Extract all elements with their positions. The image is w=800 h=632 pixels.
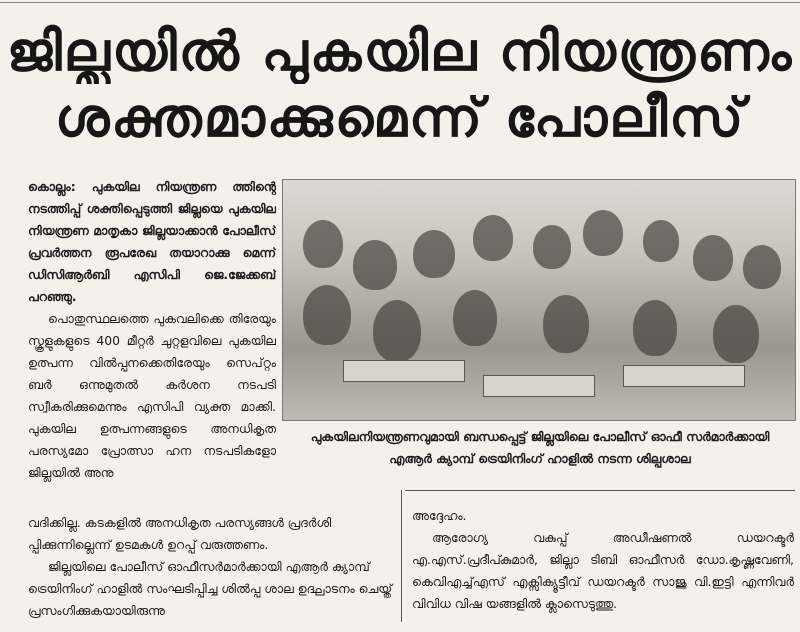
top-rule <box>0 2 800 3</box>
headline-line-1: ജില്ലയിൽ പുകയില നിയന്ത്രണം <box>6 20 794 83</box>
article-paragraph: കൊല്ലം: പുകയില നിയന്ത്രണ ത്തിന്റെ നടത്തിപ്പ് ശക്തിപ്പെടുത്തി ജില്ലയെ പുകയില നിയന്ത്രണ മാതൃകാ ജില്ലയാക്കാൻ പോലീസ് പ്രവർത്തന രൂപരേഖ തയാറാക്കു മെന്ന് ഡിസിആർബി എസിപി ജെ.ജേക്കബ് പറഞ്ഞു. <box>28 179 276 304</box>
news-photo <box>282 179 796 421</box>
article-paragraph: ജില്ലയിലെ പോലീസ് ഓഫീസർമാർക്കായി എആർ ക്യാമ്പ് ട്രെയിനിംഗ് ഹാളിൽ സംഘടിപ്പിച്ച ശിൽപ്പ ശാല ഉദ്ഘാടനം ചെയ്ത് പ്രസംഗിക്കുകയായിരുന്നു <box>28 559 393 618</box>
photo-caption: പുകയിലനിയന്ത്രണവുമായി ബന്ധപ്പെട്ട് ജില്ലയിലെ പോലീസ് ഓഫീ സർമാർക്കായി എആർ ക്യാമ്പ് ട്രെയിനിംഗ് ഹാളിൽ നടന്ന ശില്പശാല <box>310 429 770 466</box>
column-divider <box>405 490 795 491</box>
article-right-column <box>412 505 794 623</box>
article-wide-block <box>0 512 400 622</box>
headline-line-2: ശക്തമാക്കുമെന്ന് പോലീസ് <box>54 86 746 149</box>
article-paragraph: വദിക്കില്ല. കടകളിൽ അനധികൃത പരസ്യങ്ങൾ പ്രദർശി പ്പിക്കുന്നില്ലെന്ന് ഉടമകൾ ഉറപ്പ് വരുത്തണം. <box>28 515 332 552</box>
article-paragraph: അദ്ദേഹം. <box>412 508 467 523</box>
article-paragraph: ആരോഗ്യ വകുപ്പ് അഡീഷണൽ ഡയറക്ടർ എ.എസ്.പ്രദീപ്കുമാർ, ജില്ലാ ടിബി ഓഫീസർ ഡോ.കൃഷ്ണവേണി, കെവിഎച്ച്എസ് എക്സിക്യൂട്ടീവ് ഡയറക്ടർ സാജു വി.ഇട്ടി എന്നിവർ വിവിധ വിഷ യങ്ങളിൽ ക്ലാസെടുത്തു. <box>412 530 794 611</box>
column-divider <box>401 490 402 622</box>
article-paragraph: പൊതുസ്ഥലത്തെ പുകവലിക്കെ തിരേയും സ്കൂളുകളുടെ 400 മീറ്റർ ചുറ്റളവിലെ പുകയില ഉത്പന്ന വിൽപ്പനക്കെതിരേയും സെപ്റ്റം ബർ ഒന്നുമുതൽ കർശന നടപടി സ്വീകരിക്കുമെന്നും എസിപി വ്യക്ത മാക്കി. പുകയില ഉത്പന്നങ്ങളുടെ അനധികൃത പരസ്യമോ പ്രോത്സാ ഹന നടപടികളോ ജില്ലയിൽ അനു <box>28 311 276 480</box>
